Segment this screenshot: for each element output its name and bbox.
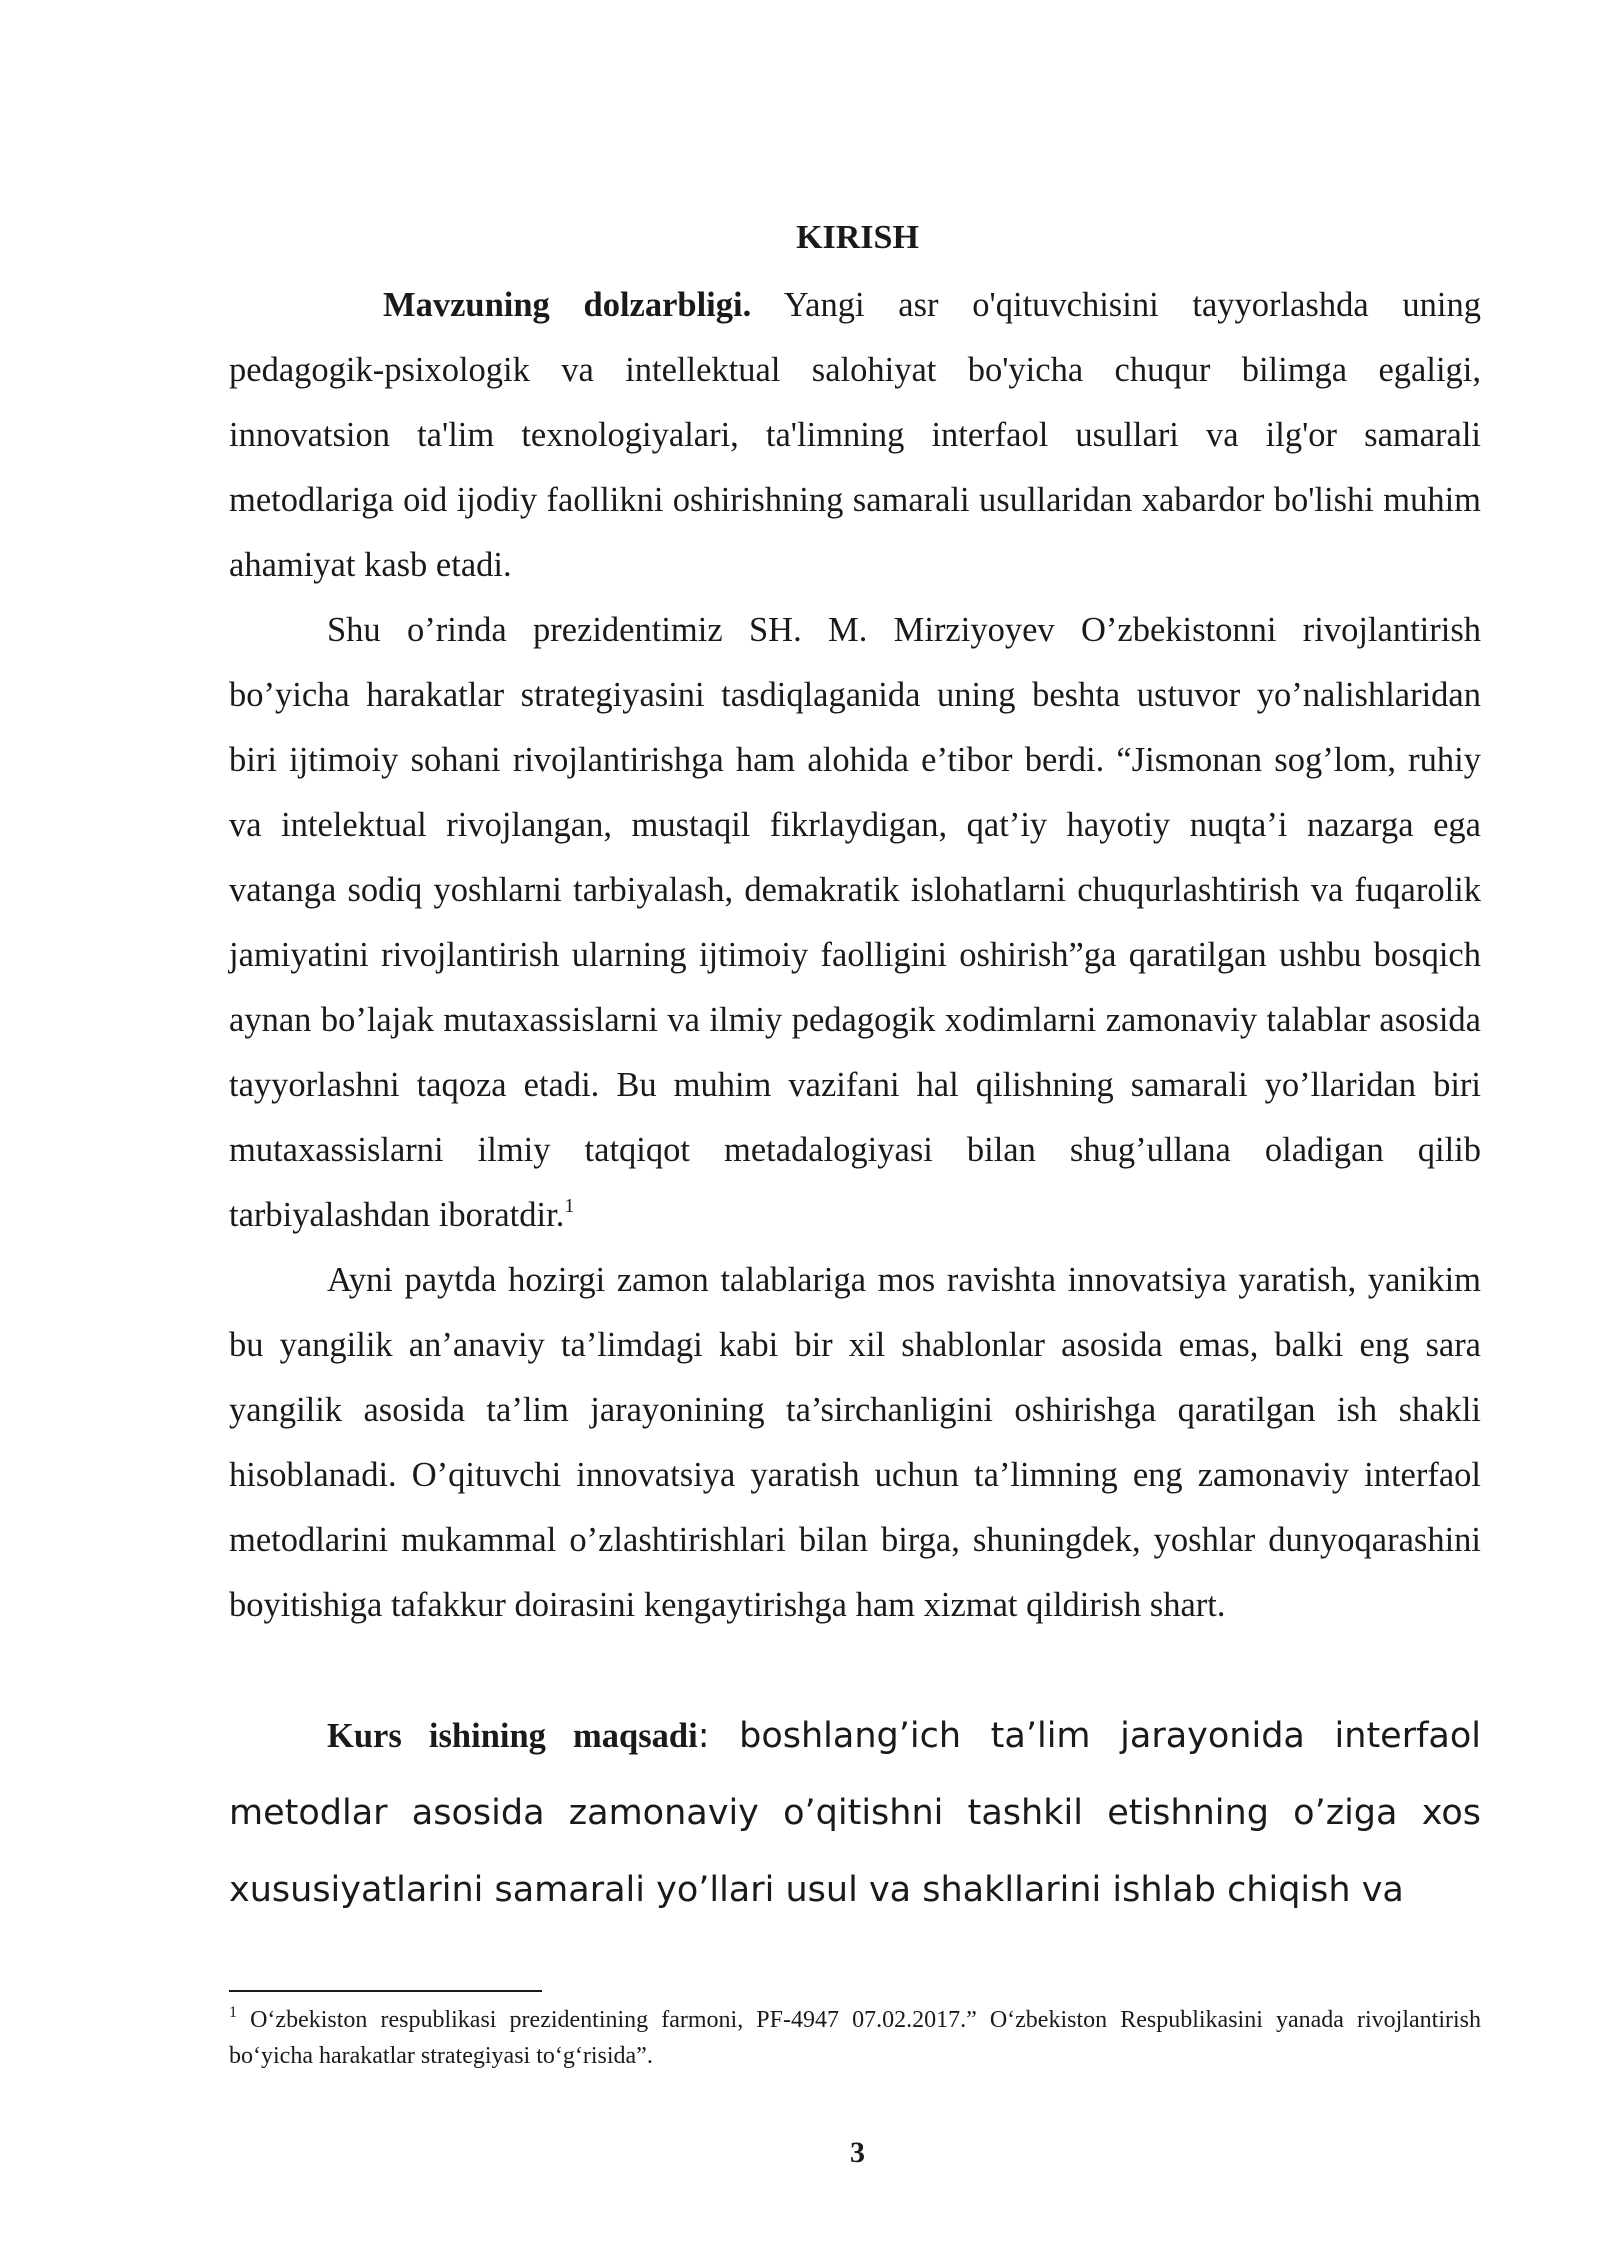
relevance-lead: Mavzuning dolzarbligi. (383, 286, 752, 324)
course-goal-text: boshlang’ich ta’lim jarayonida interfaol metodlar asosida zamonaviy o’qitishni tashkil etishning o’ziga xos xususiyatlarini samarali yo’llari usul va shakllarini ishlab chiqish va (229, 1716, 1481, 1910)
footnote (229, 2002, 1481, 2074)
strategy-paragraph (229, 598, 1481, 1248)
relevance-text: Yangi asr o'qituvchisini tayyorlashda uning pedagogik-psixologik va intellektual salohiyat bo'yicha chuqur bilimga egaligi, innovatsion ta'lim texnologiyalari, ta'limning interfaol usullari va ilg'or samarali metodlariga oid ijodiy faollikni oshirishning samarali usullaridan xabardor bo'lishi muhim ahamiyat kasb etadi. (229, 286, 1481, 584)
strategy-text: Shu o’rinda prezidentimiz SH. M. Mirziyoyev O’zbekistonni rivojlantirish bo’yicha harakatlar strategiyasini tasdiqlaganida uning beshta ustuvor yo’nalishlaridan biri ijtimoiy sohani rivojlantirishga ham alohida e’tibor berdi. “Jismonan sog’lom, ruhiy va intelektual rivojlangan, mustaqil fikrlaydigan, qat’iy hayotiy nuqta’i nazarga ega vatanga sodiq yoshlarni tarbiyalash, demakratik islohatlarni chuqurlashtirish va fuqarolik jamiyatini rivojlantirish ularning ijtimoiy faolligini oshirish”ga qaratilgan ushbu bosqich aynan bo’lajak mutaxassislarni va ilmiy pedagogik xodimlarni zamonaviy talablar asosida tayyorlashni taqoza etadi. Bu muhim vazifani hal qilishning samarali yo’llaridan biri mutaxassislarni ilmiy tatqiqot metadalogiyasi bilan shug’ullana oladigan qilib tarbiyalashdan iboratdir. (229, 611, 1481, 1234)
course-goal-lead: Kurs ishining maqsadi (327, 1717, 698, 1755)
course-goal-paragraph (229, 1698, 1481, 1929)
footnote-text: O‘zbekiston respublikasi prezidentining farmoni, PF-4947 07.02.2017.” O‘zbekiston Respublikasini yanada rivojlantirish bo‘yicha harakatlar strategiyasi to‘g‘risida”. (229, 2007, 1481, 2069)
page-number: 3 (850, 2136, 865, 2169)
relevance-paragraph (229, 273, 1481, 598)
footnote-marker: 1 (229, 2004, 237, 2021)
innovation-text: Ayni paytda hozirgi zamon talablariga mos ravishta innovatsiya yaratish, yanikim bu yangilik an’anaviy ta’limdagi kabi bir xil shablonlar asosida emas, balki eng sara yangilik asosida ta’lim jarayonining ta’sirchanligini oshirishga qaratilgan ish shakli hisoblanadi. O’qituvchi innovatsiya yaratish uchun ta’limning eng zamonaviy interfaol metodlarini mukammal o’zlashtirishlari bilan birga, shuningdek, yoshlar dunyoqarashini boyitishiga tafakkur doirasini kengaytirishga ham xizmat qildirish shart. (229, 1261, 1481, 1624)
footnote-separator (229, 1990, 542, 1992)
footnote-reference[interactable]: 1 (564, 1195, 575, 1217)
innovation-paragraph (229, 1248, 1481, 1638)
course-goal-colon: : (697, 1716, 710, 1756)
section-heading: KIRISH (796, 219, 919, 256)
